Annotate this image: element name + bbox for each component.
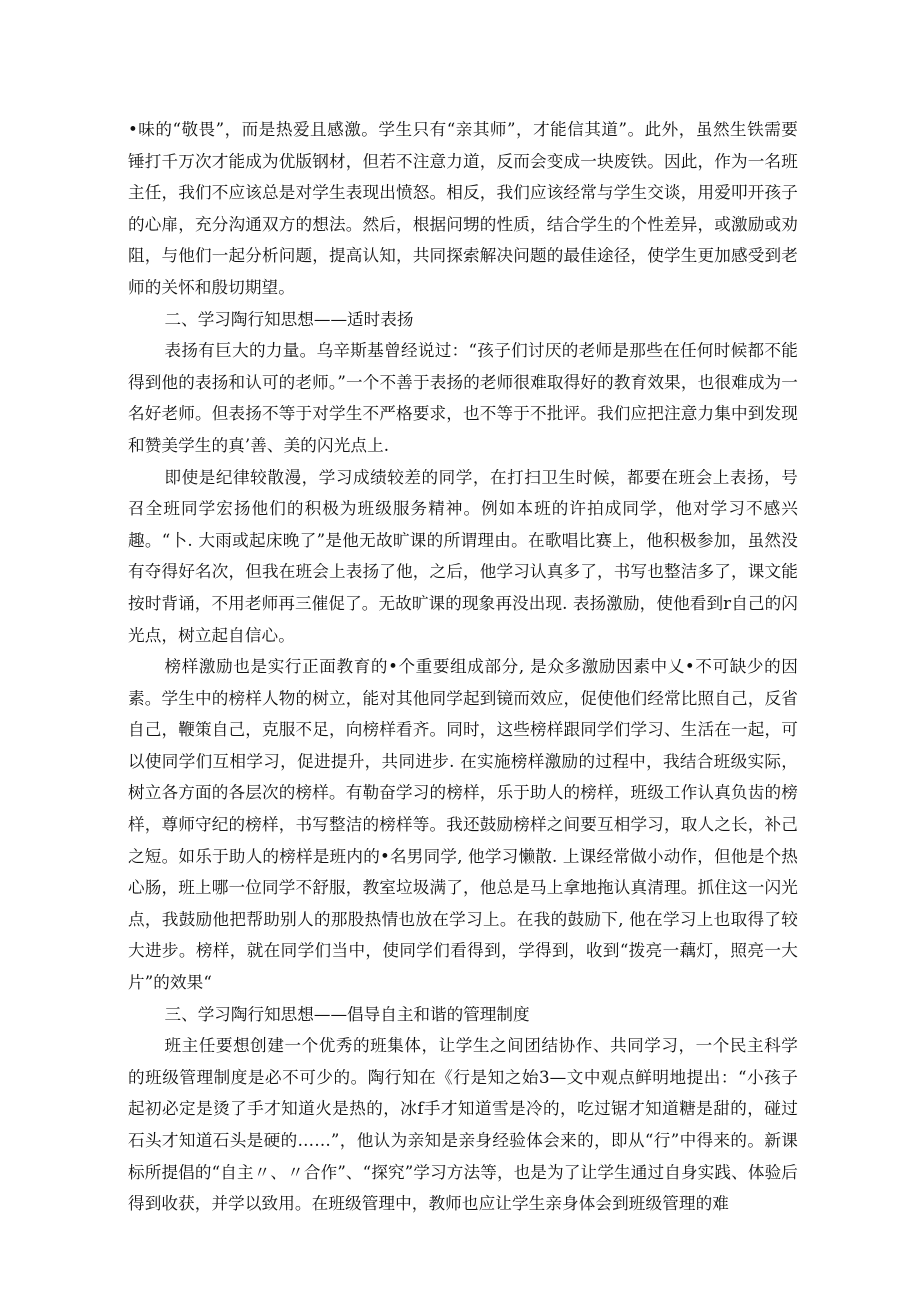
section-heading-2: 二、学习陶行知思想——适时表扬 [164,309,414,329]
section-heading-3: 三、学习陶行知思想——倡导自主和谐的管理制度 [164,1004,530,1024]
paragraph-management-system: 班主任要想创建一个优秀的班集体，让学生之间团结协作、共同学习，一个民主科学的班级管理制度是必不可少的。陶行知在《行是知之始3—文中观点鲜明地提出：“小孩子起初必定是烫了手才知道火是热的，冰f手才知道雪是冷的，吃过锯才知道糖是甜的，碰过石头才知道石头是硬的……”，他认为亲知是亲身经验体会来的，即从“行”中得来的。新课标所提倡的“自主〃、〃合作”、“探究”学习方法等，也是为了让学生通过自身实践、体验后得到收获，并学以致用。在班级管理中，教师也应让学生亲身体会到班级管理的难 [128,1036,798,1214]
paragraph-intro: •味的“敬畏”，而是热爱且感激。学生只有“亲其师”，才能信其道”。此外，虽然生铁需要锤打千万次才能成为优版钢材，但若不注意力道，反而会变成一块废铁。因此，作为一名班主任，我们不应该总是对学生表现出愤怒。相反，我们应该经常与学生交谈，用爱叩开孩子的心扉，充分沟通双方的想法。然后，根据问甥的性质，结合学生的个性差异，或激励或劝阻，与他们一起分析问题，提高认知，共同探索解决问题的最佳途径，使学生更加感受到老师的关怀和殷切期望。 [128,120,798,297]
document-page [128,114,798,1220]
paragraph-role-models: 榜样激励也是实行正面教育的•个重要组成部分, 是众多激励因素中乂•不可缺少的因素。学生中的榜样人物的树立，能对其他同学起到镜而效应，促使他们经常比照自己，反省自己，鞭策自己，克服不足，向榜样看齐。同时，这些榜样跟同学们学习、生活在一起，可以使同学们互相学习，促进提升，共同进步. 在实施榜样激励的过程中，我结合班级实际，树立各方面的各层次的榜样。有勒奋学习的榜样，乐于助人的榜样，班级工作认真负齿的榜样，尊师守纪的榜样，书写整洁的榜样等。我还鼓励榜样之间要互相学习，取人之长，补己之短。如乐于助人的榜样是班内的•名男同学, 他学习懒散. 上课经常做小动作，但他是个热心肠，班上哪一位同学不舒服，教室垃圾满了，他总是马上拿地拖认真清理。抓住这一闪光点，我鼓励他把帮助别人的那股热情也放在学习上。在我的鼓励下, 他在学习上也取得了较大进步。榜样，就在同学们当中，使同学们看得到，学得到，收到“拨亮一藕灯，照亮一大片”的效果“ [128,657,798,993]
paragraph-praise-example: 即使是纪律较散漫，学习成绩较差的同学，在打扫卫生时候，都要在班会上表扬，号召全班同学宏扬他们的积极为班级服务精神。例如本班的许拍成同学，他对学习不感兴趣。“卜. 大雨或起床晚了”是他无故旷课的所谓理由。在歌唱比赛上，他积极参加，虽然没有夺得好名次，但我在班会上表扬了他，之后，他学习认真多了，书写也整洁多了，课文能按时背诵，不用老师再三催促了。无故旷课的现象再没出现. 表扬激励，使他看到r自己的闪光点，树立起自信心。 [128,467,798,645]
paragraph-praise-power: 表扬有巨大的力量。乌辛斯基曾经说过：“孩子们讨厌的老师是那些在任何时候都不能得到他的表扬和认可的老师。”一个不善于表扬的老师很难取得好的教育效果，也很难成为一名好老师。但表扬不等于对学生不严格要求，也不等于不批评。我们应把注意力集中到发现和赞美学生的真’善、美的闪光点上. [128,341,798,455]
